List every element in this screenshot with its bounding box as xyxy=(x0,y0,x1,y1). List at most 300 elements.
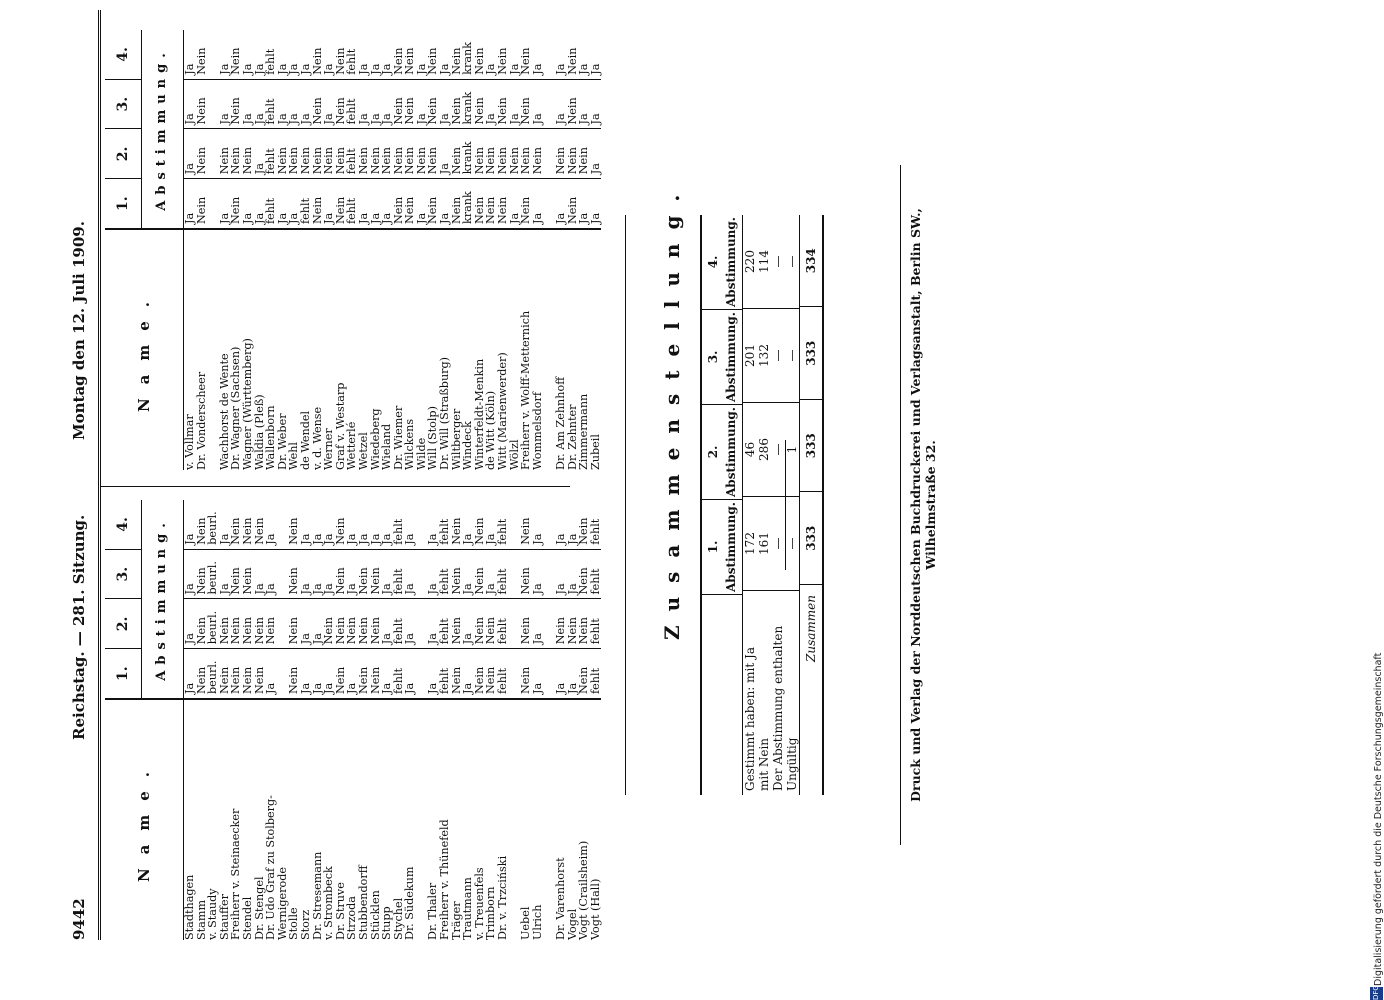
name-column-header: Name. xyxy=(105,698,183,940)
vote-cell: Nein xyxy=(335,599,347,649)
table-row xyxy=(277,500,289,940)
vote-cell: Ja xyxy=(184,599,196,649)
member-name: Stubbendorff xyxy=(358,698,370,940)
vote-cell: beurl. xyxy=(207,648,219,698)
vote-cell: Ja xyxy=(416,178,428,228)
vote-cell: Nein xyxy=(578,549,590,599)
member-name: Wehl xyxy=(288,228,300,470)
vote-cell: krank xyxy=(462,178,474,228)
vote-cell: Ja xyxy=(368,533,382,545)
vote-cell: Ja xyxy=(312,599,324,649)
vote-cell: Nein xyxy=(403,47,417,75)
vote-cell: Ja xyxy=(461,533,475,545)
votes-label: Abstimmung. xyxy=(154,47,169,211)
vote-number-header: 3. xyxy=(105,549,141,599)
member-name: Stücklen xyxy=(370,698,382,940)
vote-cell: Ja xyxy=(217,533,231,545)
member-name: Wiedeberg xyxy=(370,228,382,470)
vote-number-header: 4. xyxy=(115,47,131,62)
vote-cell: Nein xyxy=(196,599,208,649)
vote-cell: Nein xyxy=(333,47,347,75)
vote-cell: Ja xyxy=(287,63,301,75)
vote-cell: beurl. xyxy=(207,599,219,649)
vote-cell: Ja xyxy=(323,79,335,129)
vote-cell: fehlt xyxy=(265,129,277,179)
summary-row-label: Der Abstimmung enthalten xyxy=(771,590,785,795)
summary-row xyxy=(785,215,799,795)
member-name: Wachhorst de Wente xyxy=(219,228,231,470)
vote-cell: Nein xyxy=(219,648,231,698)
vote-cell: Nein xyxy=(230,599,242,649)
vote-cell: Nein xyxy=(242,599,254,649)
vote-cell: Ja xyxy=(370,178,382,228)
member-name: Windeck xyxy=(462,228,474,470)
vote-cell: beurl. xyxy=(207,549,219,599)
vote-cell: Nein xyxy=(532,129,544,179)
member-name: Wagner (Württemberg) xyxy=(242,228,254,470)
vote-cell: Nein xyxy=(555,599,567,649)
vote-cell: Nein xyxy=(277,129,289,179)
vote-cell: Nein xyxy=(287,517,301,545)
vote-cell: Nein xyxy=(578,648,590,698)
table-row xyxy=(497,500,509,940)
vote-cell: Nein xyxy=(196,79,208,129)
member-name: de Wendel xyxy=(300,228,312,470)
summary-row xyxy=(771,215,785,795)
vote-number-header: 2. xyxy=(105,599,141,649)
vote-cell: Nein xyxy=(474,599,486,649)
vote-cell: Nein xyxy=(426,47,440,75)
member-name: Dr. v. Trzciński xyxy=(497,698,509,940)
vote-cell: Nein xyxy=(496,47,510,75)
vote-cell: Ja xyxy=(590,129,602,179)
header-rule xyxy=(98,10,101,940)
vote-cell: Ja xyxy=(242,79,254,129)
vote-cell: Nein xyxy=(242,648,254,698)
vote-cell: Ja xyxy=(532,549,544,599)
table-row xyxy=(520,500,532,940)
member-name: v. Staudy xyxy=(207,698,219,940)
vote-cell: Nein xyxy=(555,129,567,179)
vote-number-header: 1. xyxy=(105,178,141,228)
vote-cell: fehlt xyxy=(439,648,451,698)
table-header xyxy=(105,500,184,940)
vote-cell: Ja xyxy=(416,79,428,129)
vote-cell: Ja xyxy=(380,533,394,545)
vote-cell: Ja xyxy=(381,79,393,129)
vote-cell: Nein xyxy=(577,517,591,545)
vote-cell: Nein xyxy=(370,599,382,649)
vote-cell: Ja xyxy=(462,599,474,649)
vote-cell: Ja xyxy=(219,178,231,228)
member-name: Dr. Udo Graf zu Stolberg- xyxy=(265,698,277,940)
vote-cell: Ja xyxy=(381,648,393,698)
vote-cell: fehlt xyxy=(346,129,358,179)
vote-cell: Ja xyxy=(555,178,567,228)
total-value: 333 xyxy=(800,399,822,492)
member-name: Wölzl xyxy=(509,228,521,470)
summary-value: — xyxy=(785,308,799,402)
summary-title: Zusammenstellung. xyxy=(660,180,684,640)
vote-cell: Ja xyxy=(254,549,266,599)
vote-cell: Nein xyxy=(567,79,579,129)
vote-cell: Ja xyxy=(345,533,359,545)
member-name: de Witt (Köln) xyxy=(485,228,497,470)
vote-cell: Ja xyxy=(403,533,417,545)
vote-cell: fehlt xyxy=(265,178,277,228)
digitization-credit: Digitalisierung gefördert durch die Deutsche Forschungsgemeinschaft xyxy=(1373,652,1384,986)
vote-cell: fehlt xyxy=(497,599,509,649)
table-row xyxy=(590,500,602,940)
vote-cell: Nein xyxy=(451,129,463,179)
vote-cell: Nein xyxy=(485,599,497,649)
table-row xyxy=(346,30,358,470)
member-name: Zimmermann xyxy=(578,228,590,470)
table-row xyxy=(578,500,590,940)
table-row xyxy=(404,500,416,940)
vote-cell: Ja xyxy=(288,79,300,129)
member-name: Freiherr v. Thünefeld xyxy=(439,698,451,940)
vote-cell: Nein xyxy=(404,178,416,228)
vote-cell: Ja xyxy=(298,533,312,545)
vote-cell: Ja xyxy=(439,79,451,129)
vote-cell: Nein xyxy=(451,178,463,228)
vote-cell: fehlt xyxy=(590,648,602,698)
vote-cell: Ja xyxy=(462,549,474,599)
vote-cell: fehlt xyxy=(346,178,358,228)
member-name: Stupp xyxy=(381,698,393,940)
member-name: Wiltberger xyxy=(451,228,463,470)
vote-cell: fehlt xyxy=(590,599,602,649)
vote-cell: Nein xyxy=(335,129,347,179)
table-row xyxy=(370,500,382,940)
summary-row-label: Ungültig xyxy=(785,590,799,795)
summary-value: — xyxy=(771,308,785,402)
member-name: v. Treuenfels xyxy=(474,698,486,940)
vote-cell: Ja xyxy=(532,178,544,228)
vote-cell: Nein xyxy=(196,648,208,698)
summary-value: — xyxy=(785,496,799,590)
summary-table xyxy=(700,215,824,795)
vote-cell: Ja xyxy=(439,178,451,228)
vote-cell: Nein xyxy=(196,178,208,228)
total-value: 333 xyxy=(800,492,822,585)
vote-cell: Ja xyxy=(184,129,196,179)
vote-cell: Nein xyxy=(370,129,382,179)
vote-cell: Nein xyxy=(242,129,254,179)
vote-cell: Nein xyxy=(358,648,370,698)
member-name: Zubeil xyxy=(590,228,602,470)
vote-cell: Nein xyxy=(230,648,242,698)
vote-cell: fehlt xyxy=(345,48,359,75)
table-row xyxy=(184,500,196,940)
vote-number-header: 3. xyxy=(105,79,141,129)
total-value: 333 xyxy=(800,307,822,400)
table-row xyxy=(590,30,602,470)
table-row xyxy=(288,500,300,940)
vote-cell: Ja xyxy=(310,533,324,545)
member-name: Wetzel xyxy=(358,228,370,470)
vote-cell: Ja xyxy=(368,63,382,75)
vote-cell: Ja xyxy=(427,599,439,649)
member-name: Wilckens xyxy=(404,228,416,470)
vote-cell: Nein xyxy=(451,549,463,599)
vote-cell: Ja xyxy=(578,79,590,129)
vote-cell: Nein xyxy=(229,517,243,545)
vote-cell: Ja xyxy=(484,533,498,545)
vote-cell: Ja xyxy=(300,549,312,599)
summary-row xyxy=(743,215,757,795)
member-name: Stamm xyxy=(196,698,208,940)
table-row xyxy=(532,500,544,940)
member-name: Vogt (Crailsheim) xyxy=(578,698,590,940)
table-row xyxy=(532,30,544,470)
summary-value: 114 xyxy=(757,250,771,273)
summary-row-label: mit Nein xyxy=(757,590,771,795)
table-row xyxy=(335,500,347,940)
vote-cell: Ja xyxy=(462,648,474,698)
table-row xyxy=(242,30,254,470)
vote-cell: Ja xyxy=(509,178,521,228)
member-name: Wetterlé xyxy=(346,228,358,470)
vote-cell: krank xyxy=(462,129,474,179)
summary-value: 220 xyxy=(743,250,757,273)
vote-cell: Ja xyxy=(322,533,336,545)
table-row xyxy=(509,500,521,940)
member-name: Dr. Will (Straßburg) xyxy=(439,228,451,470)
vote-cell: Nein xyxy=(474,79,486,129)
vote-cell: Ja xyxy=(264,533,278,545)
vote-cell: Ja xyxy=(555,549,567,599)
vote-number-header: 2. xyxy=(105,129,141,179)
vote-cell: Nein xyxy=(427,129,439,179)
table-row xyxy=(370,30,382,470)
vote-cell: fehlt xyxy=(439,599,451,649)
table-row xyxy=(578,30,590,470)
vote-cell: Ja xyxy=(322,63,336,75)
vote-cell: Nein xyxy=(323,599,335,649)
vote-cell: Nein xyxy=(229,47,243,75)
vote-cell: krank xyxy=(462,79,474,129)
section-rule xyxy=(625,215,626,795)
vote-cell: Nein xyxy=(381,129,393,179)
vote-table-right xyxy=(105,30,601,470)
member-name: Storz xyxy=(300,698,312,940)
imprint-footer: Druck und Verlag der Norddeutschen Buchdruckerei und Verlagsanstalt, Berlin SW., Wilhelmstraße 32. xyxy=(908,208,938,802)
vote-cell: beurl. xyxy=(206,511,220,545)
vote-cell: fehlt xyxy=(393,648,405,698)
vote-cell: Ja xyxy=(254,79,266,129)
vote-cell: Nein xyxy=(519,517,533,545)
vote-cell: Ja xyxy=(323,178,335,228)
vote-cell: Nein xyxy=(312,178,324,228)
vote-cell: Ja xyxy=(219,549,231,599)
member-name: Stolle xyxy=(288,698,300,940)
vote-cell: Ja xyxy=(554,63,567,75)
vote-cell: Nein xyxy=(578,129,590,179)
member-name: Dr. Wagner (Sachsen) xyxy=(230,228,242,470)
vote-cell: Nein xyxy=(427,178,439,228)
total-value: 334 xyxy=(804,248,818,274)
member-name: v. Vollmar xyxy=(184,228,196,470)
vote-cell: Nein xyxy=(358,599,370,649)
vote-cell: Nein xyxy=(219,599,231,649)
member-name xyxy=(509,698,521,940)
table-row xyxy=(416,30,428,470)
vote-cell: Ja xyxy=(555,648,567,698)
member-name: Dr. Weber xyxy=(277,228,289,470)
vote-cell: Ja xyxy=(358,79,370,129)
column-separator xyxy=(100,486,570,487)
vote-cell: Nein xyxy=(520,178,532,228)
vote-cell: fehlt xyxy=(497,549,509,599)
vote-cell: Ja xyxy=(298,63,312,75)
vote-cell: Nein xyxy=(451,79,463,129)
member-name: Dr. Thaler xyxy=(427,698,439,940)
vote-cell: Nein xyxy=(474,129,486,179)
summary-total-row xyxy=(799,215,824,795)
footer-rule xyxy=(900,165,901,845)
member-name: Dr. Stengel xyxy=(254,698,266,940)
vote-cell: fehlt xyxy=(264,48,278,75)
vote-cell: Nein xyxy=(451,648,463,698)
member-name: Stauffer xyxy=(219,698,231,940)
vote-cell: Ja xyxy=(590,178,602,228)
vote-cell: Nein xyxy=(520,79,532,129)
vote-cell: Nein xyxy=(230,79,242,129)
summary-value: — xyxy=(771,255,785,268)
member-name: Wilde xyxy=(416,228,428,470)
votes-label: Abstimmung. xyxy=(154,517,169,681)
vote-cell: Ja xyxy=(184,549,196,599)
page-number: 9442 xyxy=(70,898,88,940)
member-name: Dr. Wiemer xyxy=(393,228,405,470)
vote-cell: Nein xyxy=(393,178,405,228)
vote-cell: Ja xyxy=(265,549,277,599)
member-name: v. d. Wense xyxy=(312,228,324,470)
vote-cell: Ja xyxy=(427,648,439,698)
vote-cell: Ja xyxy=(426,533,440,545)
vote-cell: fehlt xyxy=(496,518,510,545)
member-name: Wieland xyxy=(381,228,393,470)
vote-cell: Ja xyxy=(346,648,358,698)
vote-cell: Nein xyxy=(288,648,300,698)
table-row xyxy=(497,30,509,470)
member-name: Waldia (Pleß) xyxy=(254,228,266,470)
table-row xyxy=(288,30,300,470)
vote-cell: Ja xyxy=(578,178,590,228)
member-name: Dr. Vonderscheer xyxy=(196,228,208,470)
member-name: v. Strombeck xyxy=(323,698,335,940)
table-row xyxy=(555,500,567,940)
vote-cell: Ja xyxy=(312,549,324,599)
vote-cell: Nein xyxy=(300,129,312,179)
vote-cell: fehlt xyxy=(346,79,358,129)
summary-column-header: 2. Abstimmung. xyxy=(702,404,742,499)
member-name: Stadthagen xyxy=(184,698,196,940)
vote-cell: Nein xyxy=(393,129,405,179)
vote-number-header: 1. xyxy=(105,648,141,698)
vote-cell: Nein xyxy=(288,599,300,649)
member-name: Wallenborn xyxy=(265,228,277,470)
member-name: Dr. Stresemann xyxy=(312,698,324,940)
vote-cell: Nein xyxy=(370,549,382,599)
vote-cell: Ja xyxy=(275,63,289,75)
summary-value: 172 xyxy=(743,496,757,590)
summary-row-label: Gestimmt haben: mit Ja xyxy=(743,590,757,795)
vote-cell: Nein xyxy=(312,129,324,179)
table-row xyxy=(393,30,405,470)
vote-cell: Ja xyxy=(381,599,393,649)
member-name: Strzoda xyxy=(346,698,358,940)
vote-cell: Nein xyxy=(474,648,486,698)
vote-cell: Ja xyxy=(288,178,300,228)
summary-value: 46 xyxy=(743,402,757,496)
vote-cell: Ja xyxy=(300,599,312,649)
vote-number-header: 4. xyxy=(115,517,131,532)
vote-cell: Ja xyxy=(439,129,451,179)
vote-cell: Nein xyxy=(219,129,231,179)
vote-cell: Nein xyxy=(485,178,497,228)
summary-header xyxy=(700,215,743,795)
summary-value: 201 xyxy=(743,308,757,402)
vote-cell: Ja xyxy=(485,79,497,129)
vote-cell: Nein xyxy=(472,517,486,545)
vote-cell: fehlt xyxy=(438,518,452,545)
vote-cell: fehlt xyxy=(588,518,602,545)
vote-cell: Nein xyxy=(567,129,579,179)
member-name: Stychel xyxy=(393,698,405,940)
vote-cell: Ja xyxy=(577,63,591,75)
member-name: Träger xyxy=(451,698,463,940)
vote-cell: Nein xyxy=(427,79,439,129)
table-row xyxy=(555,30,567,470)
vote-cell: Nein xyxy=(520,599,532,649)
table-row xyxy=(451,500,463,940)
table-row xyxy=(323,30,335,470)
vote-cell: Ja xyxy=(184,648,196,698)
table-row xyxy=(323,500,335,940)
summary-column-header: 4. Abstimmung. xyxy=(706,217,738,307)
summary-value: 161 xyxy=(757,496,771,590)
vote-cell: Nein xyxy=(312,79,324,129)
vote-cell: fehlt xyxy=(439,549,451,599)
table-row xyxy=(381,500,393,940)
vote-cell: Ja xyxy=(183,63,196,75)
vote-cell: Ja xyxy=(380,63,394,75)
vote-cell: Ja xyxy=(242,178,254,228)
vote-cell: Ja xyxy=(217,63,231,75)
vote-cell: Ja xyxy=(554,533,567,545)
vote-cell: Ja xyxy=(565,533,579,545)
member-name: Werner xyxy=(323,228,335,470)
member-name: Witt (Marienwerder) xyxy=(497,228,509,470)
table-row xyxy=(254,30,266,470)
vote-cell: Ja xyxy=(484,63,498,75)
decorative-rule xyxy=(785,440,786,570)
member-name: Dr. Struve xyxy=(335,698,347,940)
vote-cell: fehlt xyxy=(391,518,405,545)
table-row xyxy=(207,500,219,940)
vote-cell: Nein xyxy=(196,549,208,599)
total-label: Zusammen xyxy=(800,584,822,795)
vote-cell: Nein xyxy=(520,648,532,698)
table-row xyxy=(416,500,428,940)
summary-column-header: 3. Abstimmung. xyxy=(702,309,742,404)
vote-cell: Nein xyxy=(323,129,335,179)
member-name: Dr. Varenhorst xyxy=(555,698,567,940)
vote-cell: Nein xyxy=(474,549,486,599)
